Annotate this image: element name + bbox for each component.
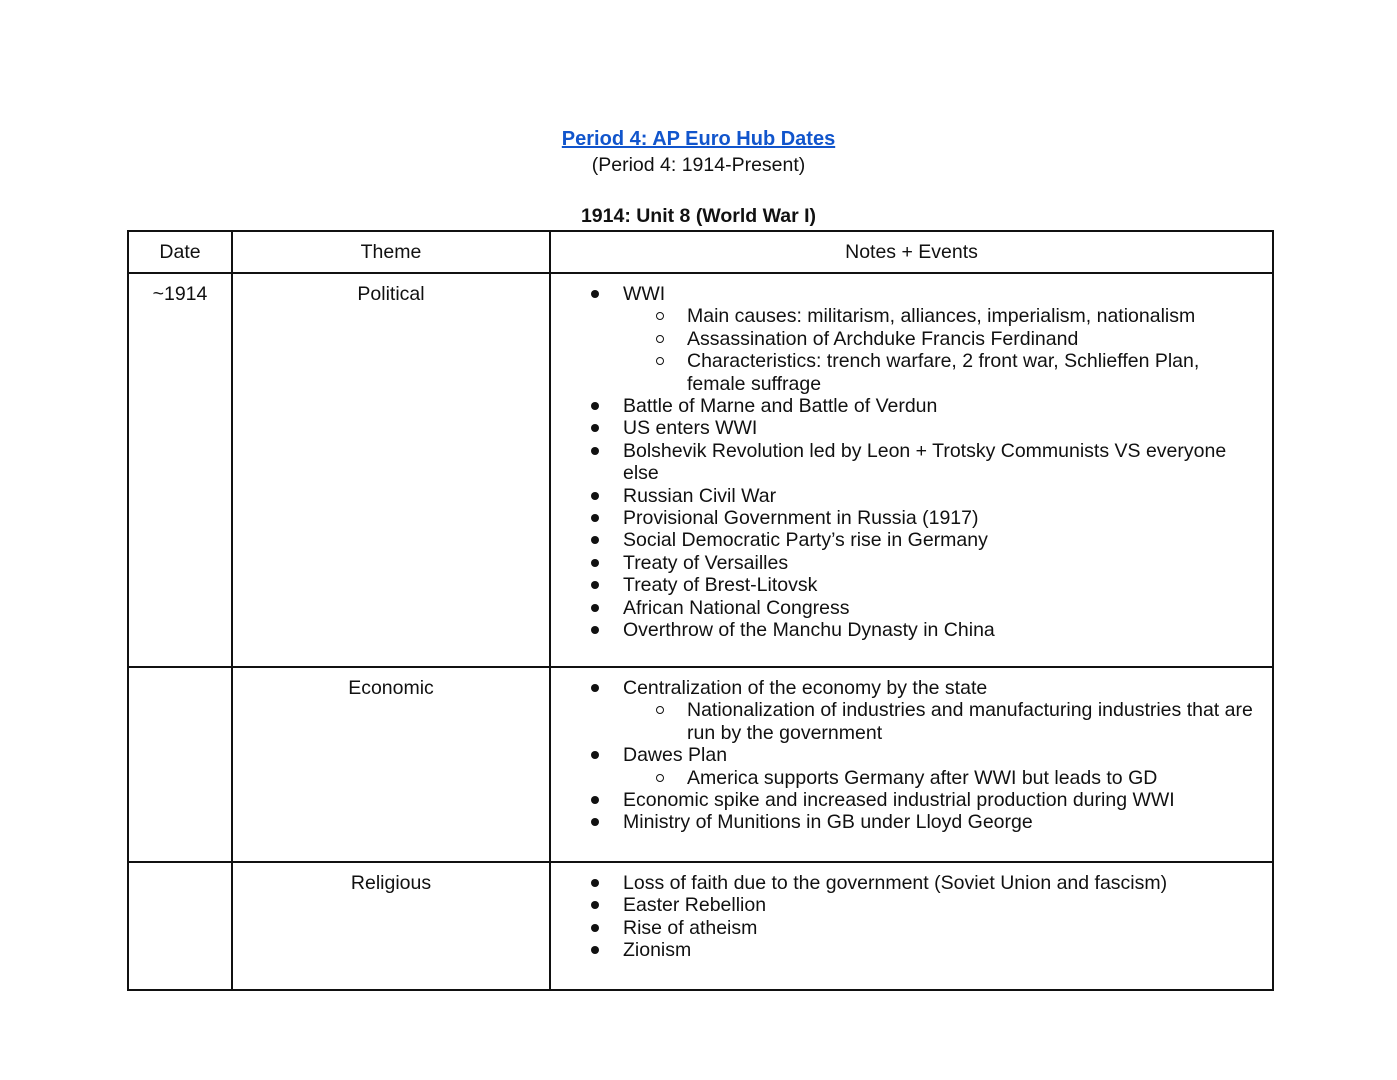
date-cell (128, 667, 232, 862)
header-notes: Notes + Events (550, 231, 1273, 273)
notes-list (551, 283, 1262, 642)
list-item-text: Economic spike and increased industrial production during WWI (623, 789, 1175, 812)
list-item-text: Battle of Marne and Battle of Verdun (623, 395, 938, 418)
list-item (551, 744, 1262, 789)
table-header-row (128, 231, 1273, 273)
sub-list-item (623, 767, 1262, 789)
sub-list-item-text: America supports Germany after WWI but leads to GD (687, 766, 1158, 789)
bullet-icon (591, 290, 599, 298)
theme-cell: Religious (232, 862, 550, 990)
notes-list (551, 677, 1262, 834)
bullet-icon (591, 946, 599, 954)
list-item-text: Easter Rebellion (623, 894, 767, 917)
sub-list-item-text: Characteristics: trench warfare, 2 front war, Schlieffen Plan, female suffrage (687, 350, 1200, 395)
sub-list-item-text: Nationalization of industries and manufacturing industries that are run by the government (687, 699, 1253, 744)
list-item (551, 485, 1262, 507)
table-row (128, 667, 1273, 862)
list-item-text: Provisional Government in Russia (1917) (623, 507, 979, 530)
list-item-text: Social Democratic Party’s rise in Germany (623, 529, 988, 552)
date-cell: ~1914 (128, 273, 232, 667)
list-item (551, 507, 1262, 529)
hollow-bullet-icon (656, 357, 664, 365)
unit-heading: 1914: Unit 8 (World War I) (580, 205, 817, 227)
bullet-icon (591, 684, 599, 692)
sub-list-item (623, 328, 1262, 350)
hollow-bullet-icon (656, 312, 664, 320)
sub-list-item-text: Main causes: militarism, alliances, imperialism, nationalism (687, 305, 1196, 328)
list-item (551, 417, 1262, 439)
bullet-icon (591, 424, 599, 432)
list-item (551, 619, 1262, 641)
list-item (551, 789, 1262, 811)
notes-cell (550, 273, 1273, 667)
list-item (551, 574, 1262, 596)
sub-list-item (623, 305, 1262, 327)
notes-cell (550, 862, 1273, 990)
bullet-icon (591, 796, 599, 804)
sub-list-item (623, 350, 1262, 395)
sub-list (623, 699, 1262, 744)
hub-dates-table (127, 230, 1274, 991)
bullet-icon (591, 604, 599, 612)
list-item-text: Bolshevik Revolution led by Leon + Trotsky Communists VS everyone else (623, 439, 1227, 485)
bullet-icon (591, 581, 599, 589)
theme-cell: Political (232, 273, 550, 667)
list-item-text: WWI (623, 283, 666, 305)
bullet-icon (591, 879, 599, 887)
notes-list (551, 872, 1262, 962)
sub-list (623, 305, 1262, 395)
theme-cell: Economic (232, 667, 550, 862)
list-item (551, 894, 1262, 916)
bullet-icon (591, 492, 599, 500)
bullet-icon (591, 901, 599, 909)
sub-list-item (623, 699, 1262, 744)
document-title-link[interactable]: Period 4: AP Euro Hub Dates (561, 128, 836, 150)
sub-list (623, 767, 1262, 789)
bullet-icon (591, 402, 599, 410)
list-item (551, 939, 1262, 961)
list-item (551, 529, 1262, 551)
list-item (551, 395, 1262, 417)
list-item-text: Treaty of Brest-Litovsk (623, 574, 818, 597)
hollow-bullet-icon (656, 335, 664, 343)
hollow-bullet-icon (656, 774, 664, 782)
list-item (551, 872, 1262, 894)
bullet-icon (591, 559, 599, 567)
list-item (551, 811, 1262, 833)
notes-cell (550, 667, 1273, 862)
list-item (551, 552, 1262, 574)
bullet-icon (591, 536, 599, 544)
list-item (551, 917, 1262, 939)
list-item-text: Loss of faith due to the government (Soviet Union and fascism) (623, 872, 1168, 894)
list-item-text: US enters WWI (623, 417, 758, 440)
header-theme: Theme (232, 231, 550, 273)
bullet-icon (591, 924, 599, 932)
table-row (128, 273, 1273, 667)
list-item (551, 677, 1262, 744)
list-item-text: Dawes Plan (623, 744, 728, 767)
list-item-text: Treaty of Versailles (623, 551, 789, 574)
list-item (551, 283, 1262, 395)
list-item-text: African National Congress (623, 596, 850, 619)
hollow-bullet-icon (656, 706, 664, 714)
list-item-text: Overthrow of the Manchu Dynasty in China (623, 619, 995, 642)
bullet-icon (591, 514, 599, 522)
list-item-text: Centralization of the economy by the state (623, 677, 988, 699)
list-item (551, 597, 1262, 619)
list-item-text: Zionism (623, 939, 692, 962)
list-item-text: Ministry of Munitions in GB under Lloyd George (623, 811, 1033, 834)
sub-list-item-text: Assassination of Archduke Francis Ferdinand (687, 327, 1079, 350)
list-item-text: Russian Civil War (623, 484, 777, 507)
bullet-icon (591, 626, 599, 634)
date-cell (128, 862, 232, 990)
document-subtitle: (Period 4: 1914-Present) (591, 154, 806, 176)
list-item-text: Rise of atheism (623, 916, 758, 939)
list-item (551, 440, 1262, 485)
header-date: Date (128, 231, 232, 273)
bullet-icon (591, 447, 599, 455)
bullet-icon (591, 751, 599, 759)
bullet-icon (591, 818, 599, 826)
table-row (128, 862, 1273, 990)
